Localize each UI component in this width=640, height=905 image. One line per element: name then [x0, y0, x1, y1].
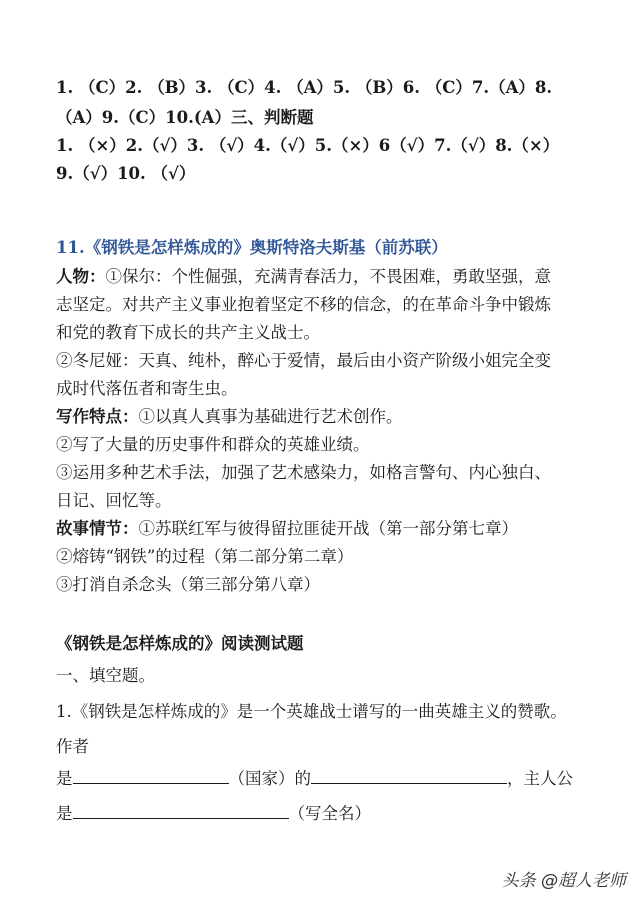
watermark: 头条 @超人老师 — [501, 871, 626, 891]
q1-is-2: 是 — [56, 804, 73, 823]
test-part1: 一、填空题。 — [56, 666, 155, 685]
test-q1-line2: 作者 — [56, 737, 89, 756]
char1-line2: 志坚定。对共产主义事业抱着坚定不移的信念，的在革命斗争中锻炼 — [56, 295, 551, 314]
author-name-blank[interactable] — [311, 765, 507, 784]
plot3: ③打消自杀念头（第三部分第八章） — [56, 575, 320, 594]
plot-paragraph — [56, 517, 616, 541]
author-blank[interactable] — [73, 765, 229, 784]
characters-label: 人物： — [56, 267, 106, 286]
section-11-title: 11.《钢铁是怎样炼成的》奥斯特洛夫斯基（前苏联） — [56, 238, 448, 257]
plot2: ②熔铸“钢铁”的过程（第二部分第二章） — [56, 547, 354, 566]
answers-line-2: （A）9.（C）10.(A）三、判断题 — [56, 108, 314, 127]
writing-label: 写作特点： — [56, 407, 139, 426]
writing2: ②写了大量的历史事件和群众的英雄业绩。 — [56, 435, 370, 454]
test-title: 《钢铁是怎样炼成的》阅读测试题 — [56, 634, 304, 653]
writing3-line2: 日记、回忆等。 — [56, 491, 172, 510]
q1-fullname-label: （写全名） — [288, 804, 371, 823]
answers-line-1: 1. （C）2. （B）3. （C）4. （A）5. （B）6. （C）7.（A）8. — [56, 78, 553, 97]
test-q1-line4 — [56, 800, 616, 826]
q1-country-label: （国家）的 — [228, 769, 311, 788]
writing1: ①以真人真事为基础进行艺术创作。 — [138, 407, 403, 426]
protagonist-blank[interactable] — [73, 800, 289, 819]
q1-protagonist-label: ，主人公 — [507, 769, 573, 788]
plot-label: 故事情节： — [56, 519, 139, 538]
writing-paragraph — [56, 405, 616, 429]
char1-line1: ①保尔：个性倔强，充满青春活力，不畏困难，勇敢坚强，意 — [105, 267, 551, 286]
writing3-line1: ③运用多种艺术手法，加强了艺术感染力，如格言警句、内心独白、 — [56, 463, 551, 482]
answers-line-3: 1. （×）2.（√）3. （√）4.（√）5.（×）6（√）7.（√）8.（×） — [56, 136, 560, 155]
test-q1-line1: 1.《钢铁是怎样炼成的》是一个英雄战士谱写的一曲英雄主义的赞歌。 — [56, 702, 567, 721]
q1-is-1: 是 — [56, 769, 73, 788]
plot1: ①苏联红军与彼得留拉匪徒开战（第一部分第七章） — [138, 519, 518, 538]
char2-line1: ②冬尼娅：天真、纯朴，醉心于爱情，最后由小资产阶级小姐完全变 — [56, 351, 551, 370]
characters-paragraph — [56, 265, 616, 289]
char2-line2: 成时代落伍者和寄生虫。 — [56, 379, 238, 398]
answers-line-4: 9.（√）10. （√） — [56, 164, 196, 183]
char1-line3: 和党的教育下成长的共产主义战士。 — [56, 323, 320, 342]
test-q1-line3 — [56, 765, 616, 791]
